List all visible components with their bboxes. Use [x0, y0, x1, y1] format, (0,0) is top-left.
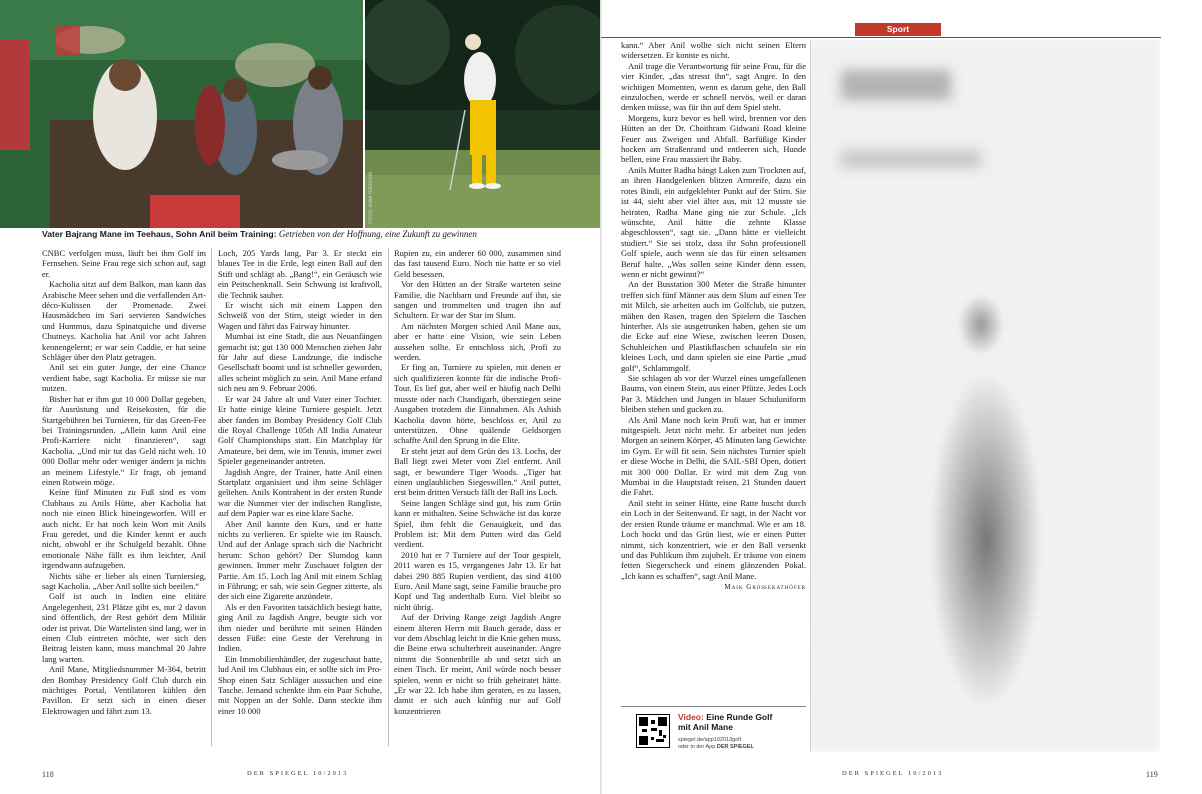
video-title-2: mit Anil Mane — [678, 722, 733, 732]
paragraph: Morgens, kurz bevor es hell wird, brennen vor den Hütten an der Dr. Choithram Gidwani Road kleine Feuer aus Zweigen und Abfall. Barfüßige Kinder hocken am Straßenrand und entleeren sich, Hunde bellen, eine Frau massiert ihr Baby. — [621, 112, 806, 165]
paragraph: kann.“ Aber Anil wollte sich nicht seinen Eltern widersetzen. Er konnte es nicht. — [621, 40, 806, 61]
footer-brand-left: DER SPIEGEL 10/2013 — [247, 770, 349, 777]
paragraph: Loch, 205 Yards lang, Par 3. Er steckt ein blaues Tee in die Erde, legt einen Ball auf den Stift und schlägt ab. „Bang!“, ein Geräusch wie ein Peitschenknall. Sein Schwung ist kraftvoll, die Technik sauber. — [218, 248, 382, 300]
page-number-right: 119 — [1146, 770, 1158, 779]
video-url[interactable] — [678, 737, 754, 751]
paragraph: Als er den Favoriten tatsächlich besiegt hatte, ging Anil zu Jagdish Angre, beugte sich vor ihm nieder und berührte mit seinen Händen dessen Füße: eine Geste der Verehrung in Indien. — [218, 601, 382, 654]
app-note-brand: DER SPIEGEL — [716, 744, 754, 750]
caption-rest: Getrieben von der Hoffnung, eine Zukunft zu gewinnen — [278, 229, 477, 239]
video-title-1: Eine Runde Golf — [706, 712, 773, 722]
ad-blur-texture — [811, 40, 1160, 752]
page-gutter — [600, 0, 602, 794]
paragraph: Anil steht in seiner Hütte, eine Ratte huscht durch ein Loch in der Seitenwand. Er sagt, in der Nacht vor der ersten Runde träume er manchmal. Wie er am 18. Loch hockt und das Grün liest, wie er einen Putter nimmt, sich konzentriert, wie er den Ball versenkt und das Publikum ihm zujubelt. Er träume von einem fetten Siegerscheck und einem glänzenden Pokal. „Ich kann es schaffen“, sagt Anil Mane. — [621, 497, 806, 581]
ad-blur-block — [841, 150, 981, 168]
section-badge: Sport — [855, 23, 941, 36]
left-column-2 — [218, 248, 382, 716]
paragraph: Keine fünf Minuten zu Fuß sind es vom Clubhaus zu Anils Hütte, aber Kacholia hat noch nie einen Blick hineingeworfen. Will er auch nicht. Er hat noch kein Wort mit Anils Frau geredet, und die Kinder kennt er auch nicht, obwohl er ihr Schulgeld bezahlt. Ohne emotionale Nähe fällt es ihm leichter, Anil irgendwann aufzugeben. — [42, 487, 206, 571]
app-note-prefix: oder in der App — [678, 744, 716, 750]
paragraph: Aber Anil kannte den Kurs, und er hatte nichts zu verlieren. Er spielte wie im Rausch. Und auf der Anlage sprach sich die Nachricht herum: Schon gehört? Der Slumdog kann gewinnen. Immer mehr Zuschauer folgten der Partie. Am 15. Loch lag Anil mit einem Schlag in Führung; er sah, wie sein Gegner zitterte, als der sich eine Zigarette anzündete. — [218, 518, 382, 602]
paragraph: Bisher hat er ihm gut 10 000 Dollar gegeben, für Ausrüstung und Reisekosten, für die Startgebühren bei Turnieren, für das Green-Fee bei Trainingsrunden. „Allein kann Anil eine Profi-Karriere nicht finanzieren“, sagt Kacholia. „Und mir tut das Geld nicht weh. 10 000 Dollar mehr oder weniger ändern ja nichts an meinem Lifestyle.“ Er fragt, ob jemand einen Rotwein möge. — [42, 393, 206, 487]
paragraph: Nichts sähe er lieber als einen Turniersieg, sagt Kacholia. „Aber Anil sollte sich beeilen.“ — [42, 570, 206, 591]
paragraph: Anils Mutter Radha hängt Laken zum Trocknen auf, an ihren Handgelenken blitzen Armreife, dazu ein rotes Bindi, ein aufgeklebter Punkt auf der Stirn. Sie ist 44, sieht aber viel älter aus, mit 12 musste sie heiraten, Radha Mane ging nie zur Schule. „Ich wünschte, Anil hätte die zehnte Klasse abgeschlossen“, sagt sie. „Dann hätte er vielleicht studiert.“ Sie sei stolz, dass ihr Sohn professionell Golf spiele, auch wenn sie das für einen seltsamen Beruf halte. „Was sollen seine Kinder denn essen, wenn er nicht gewinnt?“ — [621, 164, 806, 279]
paragraph: Er fing an, Turniere zu spielen, mit denen er sich qualifizieren konnte für die indische Profi-Tour. Es lief gut, aber weil er häufig nach Delhi musste oder nach Chandigarh, überstiegen seine Ausgaben trotzdem die Einnahmen. Als Ashish Kacholia davon hörte, beschloss er, Anil zu unterstützen. Ohne quälende Geldsorgen schaffte Anil den Sprung in die Elite. — [394, 362, 561, 446]
page-number-left: 118 — [42, 770, 54, 779]
golf-training-photo — [365, 0, 602, 228]
column-divider — [388, 248, 389, 746]
ad-blur-block — [841, 70, 951, 100]
video-promo[interactable] — [636, 712, 786, 758]
paragraph: Am nächsten Morgen schied Anil Mane aus, aber er hatte eine Vision, wie sein Leben aussehen sollte. Er entschloss sich, Profi zu werden. — [394, 320, 561, 363]
qr-code-icon[interactable] — [636, 714, 670, 748]
paragraph: Anil Mane, Mitgliedsnummer M-364, betritt den Bombay Presidency Golf Club durch ein mächtiges Portal, Ventilatoren kühlen den Pavillon. Er setzt sich in einen dieser Elektrowagen und fährt zum 13. — [42, 664, 206, 716]
paragraph: Vor den Hütten an der Straße warteten seine Familie, die Nachbarn und Freunde auf ihn, sie sangen und trommelten und trugen ihn auf Schultern. Er war der Star im Slum. — [394, 279, 561, 321]
paragraph: Er wischt sich mit einem Lappen den Schweiß von der Stirn, steigt wieder in den Wagen und fährt das Fairway hinunter. — [218, 300, 382, 331]
left-column-3 — [394, 248, 561, 716]
caption-lead: Vater Bajrang Mane im Teehaus, Sohn Anil beim Training: — [42, 229, 277, 239]
header-rule — [601, 37, 1161, 38]
blurred-advertisement — [810, 40, 1160, 752]
paragraph: Anil sei ein guter Junge, der eine Chance verdient habe, sagt Kacholia. Er müsse sie nur nutzen. — [42, 362, 206, 394]
teehaus-photo — [0, 0, 363, 228]
paragraph: Kacholia sitzt auf dem Balkon, man kann das Arabische Meer sehen und die verfallenden Art-déco-Kulissen der Promenade. Zwei Hausmädchen im Sari servieren Sandwiches und Hummus, dazu Spinatquiche und diverse Chutneys. Kacholia hat Anil vor acht Jahren kennengelernt; er war sein Caddie, er hat seine Schläger über den Platz getragen. — [42, 279, 206, 363]
paragraph: Anil trage die Verantwortung für seine Frau, für die vier Kinder, „das stresst ihn“, sagt Angre. In den wichtigen Momenten, wenn es darum gehe, den Ball einzulochen, werde er schnell nervös, weil er daran denken müsse, was für ihn auf dem Spiel steht. — [621, 60, 806, 113]
video-title[interactable] — [678, 712, 772, 732]
paragraph: Golf ist auch in Indien eine elitäre Angelegenheit, 231 Plätze gibt es, nur 2 davon sind öffentlich, der Rest gehört dem Militär oder ist privat. Die Wartelisten sind lang, wer in einen Club eintreten möchte, wer sich den Beitrag leisten kann, muss manchmal 20 Jahre lang warten. — [42, 591, 206, 664]
paragraph: 2010 hat er 7 Turniere auf der Tour gespielt, 2011 waren es 15, vergangenes Jahr 13. Er hat dabei 290 885 Rupien verdient, das sind 4100 Euro. Anil Mane sagt, seine Familie brauche pro Kopf und Tag anderthalb Euro. Viel bleibt so nicht übrig. — [394, 549, 561, 612]
left-column-1 — [42, 248, 206, 716]
paragraph: Auf der Driving Range zeigt Jagdish Angre einem älteren Herrn mit Bauch gerade, dass er vor dem Abschlag leicht in die Knie gehen muss, die Beine etwa schulterbreit auseinander. Angre nimmt die Sonnenbrille ab und setzt sich an einen Tisch. Er meint, Anil würde noch besser spielen, wenn er nicht so früh geheiratet hätte. „Er war 22. Ich habe ihm geraten, es zu lassen, damit er sich auch künftig nur auf Golf konzentrieren — [394, 612, 561, 716]
paragraph: Er steht jetzt auf dem Grün des 13. Lochs, der Ball liegt zwei Meter vom Ziel entfernt. Anil sagt, er bewundere Tiger Woods. „Tiger hat einen unglaublichen Siegeswillen.“ Anil puttet, erst beim dritten Versuch fällt der Ball ins Loch. — [394, 445, 561, 498]
golf-photo-illustration — [365, 0, 602, 228]
video-link[interactable]: spiegel.de/app102013golf — [678, 737, 742, 743]
paragraph: Als Anil Mane noch kein Profi war, hat er immer mitgespielt. Jetzt nicht mehr. Er arbeitet nun jeden Morgen an seinem Körper, 45 Minuten lang Gewichte im Gym. Er will fit sein. Sein nächstes Turnier spielt er diese Woche in Delhi, die SAIL-SBI Open, dotiert mit 300 000 Dollar. Er wird mit dem Zug von Mumbai in die Hauptstadt reisen, 21 Stunden dauert die Fahrt. — [621, 414, 806, 498]
video-label: Video: — [678, 712, 704, 722]
paragraph: Seine langen Schläge sind gut, bis zum Grün kann er mithalten. Seine Schwäche ist das kurze Spiel, ihm fehlt die Genauigkeit, und das Problem ist: Mit dem Putten wird das Geld verdient. — [394, 497, 561, 550]
paragraph: Jagdish Angre, der Trainer, hatte Anil einen Startplatz organisiert und ihm seine Schläger geliehen. Anils Kontrahent in der ersten Runde war die Nummer vier der indischen Rangliste, auf dem Papier war es eine klare Sache. — [218, 466, 382, 519]
photo-caption — [42, 229, 562, 240]
column-divider — [211, 248, 212, 746]
right-column-1 — [621, 40, 806, 593]
paragraph: Sie schlagen ab vor der Wurzel eines umgefallenen Baums, von einem Stein, aus einer Pfütze. Jedes Loch Par 3. Mädchen und Jungen in blauer Schuluniform bleiben stehen und gucken zu. — [621, 373, 806, 415]
video-divider — [621, 706, 806, 707]
paragraph: Er war 24 Jahre alt und Vater einer Tochter. Er hatte einige kleine Turniere gespielt. Jetzt aber fanden im Bombay Presidency Golf Club die Royal Challenge 105th All India Amateur Golf Championships statt. Ein Matchplay für Amateure, bei dem, wie im Tennis, immer zwei Spieler gegeneinander antreten. — [218, 393, 382, 467]
paragraph: CNBC verfolgen muss, läuft bei ihm Golf im Fernsehen. Seine Frau rege sich schon auf, sagt er. — [42, 248, 206, 279]
footer-brand-right: DER SPIEGEL 10/2013 — [842, 770, 944, 777]
paragraph: Mumbai ist eine Stadt, die aus Neuanfängen gemacht ist; gut 130 000 Menschen ziehen Jahr für Jahr auf diese Landzunge, die indische Gesellschaft boomt und ist schneller geworden, alles scheint möglich zu sein. Anil Mane erfand sich neu am 9. Februar 2006. — [218, 331, 382, 394]
author-signature: Maik Großekathöfer — [724, 583, 806, 592]
paragraph: An der Busstation 300 Meter die Straße hinunter treffen sich fünf Männer aus dem Slum auf einen Tee mit Milch, sie arbeiten auch im Golfclub, sie putzen, mähen den Rasen, tragen den Spielern die Taschen hinterher. Als sie ausgetrunken haben, gehen sie um die Ecke auf eine Wiese, zwischen leeren Dosen, Schuhleichen und Plastikflaschen schaufeln sie ein kleines Loch, und dann spielen sie eine Partie „mud golf“, Schlammgolf. — [621, 279, 806, 373]
photo-credit: FOTOS: ADAM FERGUSON — [368, 172, 373, 224]
paragraph: Ein Immobilienhändler, der zugeschaut hatte, lud Anil ins Clubhaus ein, er sollte sich im Pro-Shop einen Satz Schläger aussuchen und eine Tasche. Jemand schenkte ihm ein Paar Schuhe, mit Noppen an der Sohle. Dann steckte ihm einer 10 000 — [218, 653, 382, 716]
teehaus-photo-illustration — [0, 0, 363, 228]
paragraph: Rupien zu, ein anderer 60 000, zusammen sind das fast tausend Euro. Noch nie hatte er so viel Geld besessen. — [394, 248, 561, 279]
